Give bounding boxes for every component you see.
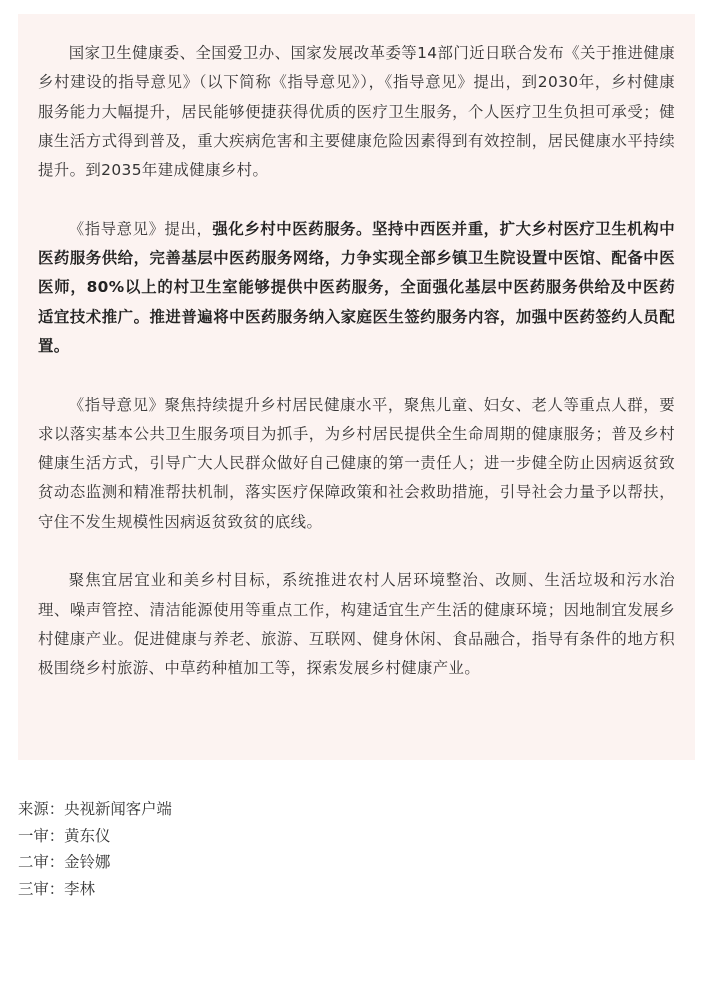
source-credit: 来源：央视新闻客户端 bbox=[18, 800, 172, 818]
paragraph-goals bbox=[38, 39, 675, 185]
paragraph-health-level bbox=[38, 391, 675, 537]
paragraph-text: 国家卫生健康委、全国爱卫办、国家发展改革委等14部门近日联合发布《关于推进健康乡村建设的指导意见》（以下简称《指导意见》），《指导意见》提出，到2030年，乡村健康服务能力大幅提升，居民能够便捷获得优质的医疗卫生服务，个人医疗卫生负担可承受；健康生活方式得到普及，重大疾病危害和主要健康危险因素得到有效控制，居民健康水平持续提升。到2035年建成健康乡村。 bbox=[38, 44, 675, 180]
paragraph-emphasis: 强化乡村中医药服务。坚持中西医并重，扩大乡村医疗卫生机构中医药服务供给，完善基层中医药服务网络，力争实现全部乡镇卫生院设置中医馆、配备中医医师，80%以上的村卫生室能够提供中医药服务，全面强化基层中医药服务供给及中医药适宜技术推广。推进普遍将中医药服务纳入家庭医生签约服务内容，加强中医药签约人员配置。 bbox=[38, 219, 675, 355]
credits-block bbox=[18, 796, 172, 902]
paragraph-tcm-services bbox=[38, 215, 675, 361]
second-reviewer: 二审：金铃娜 bbox=[18, 853, 111, 871]
paragraph-text: 《指导意见》聚焦持续提升乡村居民健康水平，聚焦儿童、妇女、老人等重点人群，要求以落实基本公共卫生服务项目为抓手，为乡村居民提供全生命周期的健康服务；普及乡村健康生活方式，引导广大人民群众做好自己健康的第一责任人；进一步健全防止因病返贫致贫动态监测和精准帮扶机制，落实医疗保障政策和社会救助措施，引导社会力量予以帮扶，守住不发生规模性因病返贫致贫的底线。 bbox=[38, 395, 675, 531]
paragraph-environment bbox=[38, 566, 675, 683]
article-body bbox=[18, 14, 695, 760]
first-reviewer: 一审：黄东仪 bbox=[18, 826, 111, 845]
third-reviewer: 三审：李林 bbox=[18, 879, 95, 898]
paragraph-text: 《指导意见》提出， bbox=[68, 219, 213, 238]
paragraph-text: 聚焦宜居宜业和美乡村目标，系统推进农村人居环境整治、改厕、生活垃圾和污水治理、噪声管控、清洁能源使用等重点工作，构建适宜生产生活的健康环境；因地制宜发展乡村健康产业。促进健康与养老、旅游、互联网、健身休闲、食品融合，指导有条件的地方积极围绕乡村旅游、中草药种植加工等，探索发展乡村健康产业。 bbox=[38, 571, 675, 678]
